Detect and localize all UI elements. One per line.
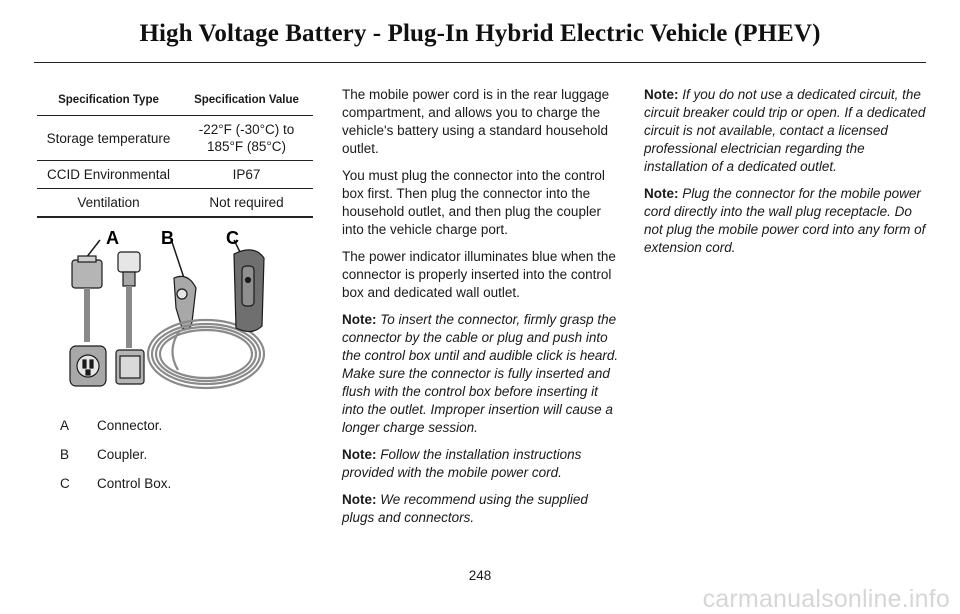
note-label: Note: [644,186,679,201]
table-row [37,189,313,218]
legend-label: Connector. [97,418,163,433]
table-row [37,161,313,189]
spec-type-cell: CCID Environmental [37,161,180,189]
legend-item [60,476,171,505]
column-header-type: Specification Type [37,86,180,116]
middle-text-column [342,86,620,536]
note-paragraph [342,491,620,527]
connector-illustration [70,252,144,386]
right-text-column [644,86,929,266]
page-title: High Voltage Battery - Plug-In Hybrid Electric Vehicle (PHEV) [139,20,821,47]
note-text: Plug the connector for the mobile power cord directly into the wall plug receptacle. Do not plug the mobile power cord into any form of extension cord. [644,186,926,255]
note-text: We recommend using the supplied plugs and connectors. [342,492,588,525]
legend-key: A [60,418,70,433]
callout-leader-a [86,240,100,258]
spec-value-cell: -22°F (-30°C) to 185°F (85°C) [180,116,313,161]
table-row [37,116,313,161]
legend-key: B [60,447,70,462]
spec-type-cell: Storage temperature [37,116,180,161]
note-label: Note: [342,492,377,507]
column-header-value: Specification Value [180,86,313,116]
watermark: carmanualsonline.info [702,585,950,613]
page-number: 248 [468,568,492,583]
table-header-row [37,86,313,116]
note-label: Note: [644,87,679,102]
header-divider [34,62,926,63]
callout-label-c: C [226,228,239,248]
legend-label: Control Box. [97,476,172,491]
spec-type-cell: Ventilation [37,189,180,218]
legend-item [60,418,171,447]
note-text: If you do not use a dedicated circuit, the circuit breaker could trip or open. If a dedicated circuit is not available, contact a licensed professional electrician regarding the installation of a dedicated outlet. [644,87,926,174]
specification-table [37,86,313,218]
legend-key: C [60,476,70,491]
mobile-power-cord-illustration [56,222,296,402]
spec-value-cell: Not required [180,189,313,218]
note-label: Note: [342,312,377,327]
body-paragraph: The power indicator illuminates blue when the connector is properly inserted into the control box and dedicated wall outlet. [342,249,616,300]
note-text: Follow the installation instructions provided with the mobile power cord. [342,447,582,480]
note-paragraph [644,185,929,257]
note-paragraph [342,311,620,437]
note-paragraph [644,86,929,176]
legend-item [60,447,171,476]
body-paragraph: You must plug the connector into the control box first. Then plug the connector into the household outlet, and then plug the coupler into the vehicle charge port. [342,168,605,237]
note-paragraph [342,446,620,482]
legend-label: Coupler. [97,447,148,462]
callout-label-a: A [106,228,119,248]
control-box-illustration [234,250,264,332]
body-paragraph: The mobile power cord is in the rear luggage compartment, and allows you to charge the vehicle's battery using a standard household outlet. [342,87,610,156]
figure-legend [60,418,171,505]
note-label: Note: [342,447,377,462]
note-text: To insert the connector, firmly grasp the connector by the cable or plug and push into the control box until and audible click is heard. Make sure the connector is fully inserted and flush with the control box before inserting it into the outlet. Improper insertion will cause a longer charge session. [342,312,619,435]
callout-label-b: B [161,228,174,248]
spec-value-cell: IP67 [180,161,313,189]
